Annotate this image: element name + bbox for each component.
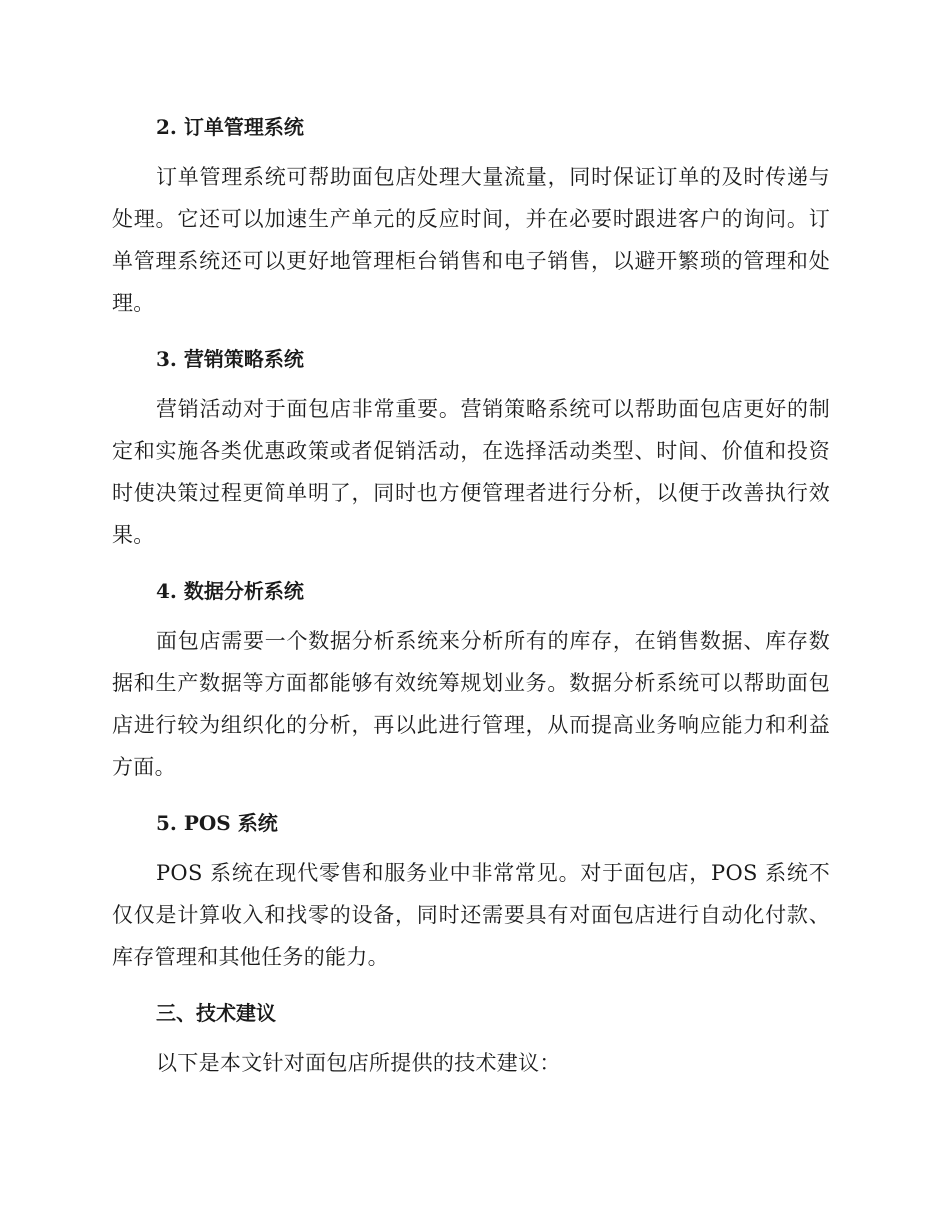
section-body-marketing-strategy: 营销活动对于面包店非常重要。营销策略系统可以帮助面包店更好的制定和实施各类优惠政策或者促销活动，在选择活动类型、时间、价值和投资时使决策过程更简单明了，同时也方便管理者进行分析，以便于改善执行效果。 — [112, 397, 830, 547]
section-body-data-analysis: 面包店需要一个数据分析系统来分析所有的库存，在销售数据、库存数据和生产数据等方面都能够有效统筹规划业务。数据分析系统可以帮助面包店进行较为组织化的分析，再以此进行管理，从而提高业务响应能力和利益方面。 — [112, 629, 830, 779]
section-heading-order-management: 2. 订单管理系统 — [156, 115, 304, 139]
document-content — [112, 108, 830, 1084]
section-body-pos-system: POS 系统在现代零售和服务业中非常常见。对于面包店，POS 系统不仅仅是计算收入和找零的设备，同时还需要具有对面包店进行自动化付款、库存管理和其他任务的能力。 — [112, 861, 830, 969]
section-heading-data-analysis: 4. 数据分析系统 — [156, 579, 304, 603]
chapter-intro-text: 以下是本文针对面包店所提供的技术建议： — [156, 1051, 561, 1075]
section-heading-marketing-strategy: 3. 营销策略系统 — [156, 347, 304, 371]
section-body-order-management: 订单管理系统可帮助面包店处理大量流量，同时保证订单的及时传递与处理。它还可以加速生产单元的反应时间，并在必要时跟进客户的询问。订单管理系统还可以更好地管理柜台销售和电子销售，以避开繁琐的管理和处理。 — [112, 165, 830, 315]
chapter-heading-technical-advice: 三、技术建议 — [156, 1001, 276, 1025]
section-heading-pos-system: 5. POS 系统 — [156, 811, 278, 835]
